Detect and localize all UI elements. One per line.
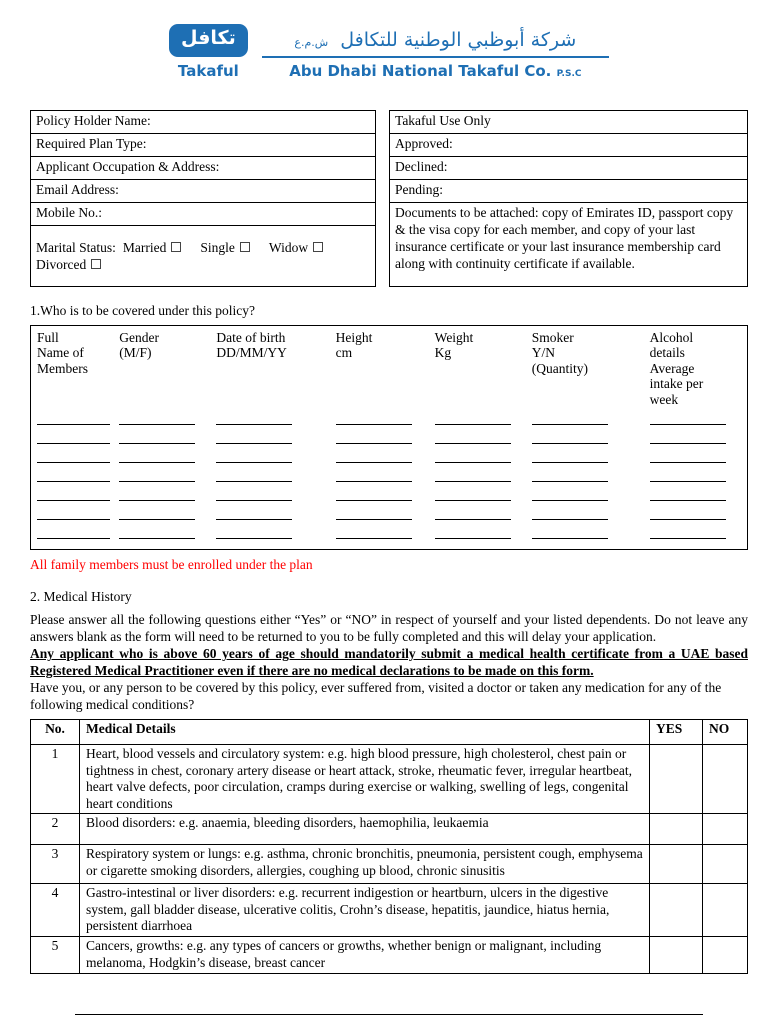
members-table: [30, 325, 748, 551]
marital-option-married: Married: [123, 240, 181, 255]
member-entry-cell: [336, 523, 430, 540]
member-entry-cell: [119, 466, 211, 483]
member-entry-cell: [216, 485, 330, 502]
col-height: Height cm: [335, 329, 373, 361]
no-answer-cell[interactable]: [703, 814, 748, 845]
email-address-row: [31, 179, 376, 202]
policy-holder-name-row: [31, 110, 376, 133]
company-name-english: [262, 62, 609, 80]
member-blank-row: [37, 466, 739, 483]
company-suffix-english: P.S.C: [556, 68, 582, 79]
yes-answer-cell[interactable]: [650, 814, 703, 845]
occupation-address-label: Applicant Occupation & Address:: [31, 156, 376, 179]
member-table-rows: [37, 409, 739, 540]
blank-entry-line: [336, 523, 412, 539]
company-name-arabic-text: شركة أبوظبي الوطنية للتكافل: [340, 29, 577, 52]
medical-details-text: Respiratory system or lungs: e.g. asthma, chronic bronchitis, pneumonia, persistent cough, emphysema or cigarette smoking disorders, allergies, coughing up blood, chronic sinusitis: [80, 845, 650, 884]
blank-entry-line: [216, 428, 292, 444]
declined-row: [390, 156, 748, 179]
blank-entry-line: [336, 447, 412, 463]
medical-history-table: [30, 719, 748, 974]
member-entry-cell: [336, 447, 430, 464]
policy-holder-table: [30, 110, 376, 287]
takaful-logo-english-text: Takaful: [177, 61, 239, 80]
member-entry-cell: [650, 447, 739, 464]
member-entry-cell: [216, 466, 330, 483]
member-entry-cell: [650, 466, 739, 483]
blank-entry-line: [216, 504, 292, 520]
approved-row: [390, 133, 748, 156]
marital-status-label: Marital Status:: [36, 239, 116, 255]
member-entry-cell: [37, 523, 114, 540]
member-table-header: [37, 330, 739, 408]
header-medical-details: Medical Details: [80, 720, 650, 745]
member-entry-cell: [435, 409, 527, 426]
blank-entry-line: [532, 428, 608, 444]
blank-entry-line: [650, 409, 726, 425]
blank-entry-line: [37, 485, 110, 501]
member-entry-cell: [119, 523, 211, 540]
member-entry-cell: [119, 409, 211, 426]
marital-status-row: [31, 225, 376, 286]
member-entry-cell: [336, 428, 430, 445]
blank-entry-line: [435, 485, 511, 501]
blank-entry-line: [435, 466, 511, 482]
company-name-english-text: Abu Dhabi National Takaful Co.: [289, 61, 552, 80]
blank-entry-line: [650, 485, 726, 501]
blank-entry-line: [37, 523, 110, 539]
member-entry-cell: [532, 485, 645, 502]
pending-row: [390, 179, 748, 202]
mobile-no-row: [31, 202, 376, 225]
blank-entry-line: [216, 466, 292, 482]
member-entry-cell: [37, 409, 114, 426]
blank-entry-line: [119, 523, 195, 539]
blank-entry-line: [37, 466, 110, 482]
email-address-label: Email Address:: [31, 179, 376, 202]
marital-option-widow: Widow: [269, 240, 323, 255]
member-entry-cell: [532, 504, 645, 521]
logo-column: [169, 24, 248, 80]
member-entry-cell: [216, 504, 330, 521]
col-gender: Gender (M/F): [119, 329, 159, 361]
blank-entry-line: [435, 409, 511, 425]
yes-answer-cell[interactable]: [650, 845, 703, 884]
member-entry-cell: [532, 466, 645, 483]
required-plan-type-label: Required Plan Type:: [31, 133, 376, 156]
header-yes: YES: [650, 720, 703, 745]
member-blank-row: [37, 428, 739, 445]
medical-details-text: Blood disorders: e.g. anaemia, bleeding disorders, haemophilia, leukaemia: [80, 814, 650, 845]
col-smoker: Smoker Y/N (Quantity): [531, 329, 588, 376]
blank-entry-line: [435, 428, 511, 444]
documents-note-row: [390, 202, 748, 286]
blank-entry-line: [650, 523, 726, 539]
blank-entry-line: [119, 504, 195, 520]
blank-entry-line: [435, 504, 511, 520]
member-entry-cell: [650, 504, 739, 521]
row-number: 4: [31, 884, 80, 937]
member-entry-cell: [216, 409, 330, 426]
blank-entry-line: [37, 447, 110, 463]
medical-row-respiratory: [31, 845, 748, 884]
member-entry-cell: [216, 523, 330, 540]
member-entry-cell: [336, 409, 430, 426]
footer-rule: [75, 1014, 703, 1015]
marital-option-divorced: Divorced: [36, 256, 370, 273]
approved-label: Approved:: [390, 133, 748, 156]
no-answer-cell[interactable]: [703, 745, 748, 814]
yes-answer-cell[interactable]: [650, 884, 703, 937]
medical-details-text: Gastro-intestinal or liver disorders: e.g. recurrent indigestion or heartburn, ulcers in the digestive system, gall bladder disease, ulcerative colitis, Crohn’s disease, hepatitis, jaundice, hiatus hernia, persistent diarrhoea: [80, 884, 650, 937]
member-entry-cell: [532, 447, 645, 464]
member-entry-cell: [216, 428, 330, 445]
member-blank-row: [37, 504, 739, 521]
divorced-checkbox[interactable]: [91, 259, 101, 269]
widow-checkbox[interactable]: [313, 242, 323, 252]
married-checkbox[interactable]: [171, 242, 181, 252]
mobile-no-label: Mobile No.:: [31, 202, 376, 225]
medical-row-gastro-intestinal: [31, 884, 748, 937]
member-entry-cell: [119, 447, 211, 464]
blank-entry-line: [37, 504, 110, 520]
blank-entry-line: [336, 409, 412, 425]
col-full-name-of-members: Full Name of Members: [37, 329, 88, 376]
member-entry-cell: [532, 428, 645, 445]
member-entry-cell: [336, 504, 430, 521]
blank-entry-line: [435, 447, 511, 463]
blank-entry-line: [650, 447, 726, 463]
section2-title: 2. Medical History: [30, 589, 132, 605]
policy-holder-name-label: Policy Holder Name:: [31, 110, 376, 133]
col-weight: Weight Kg: [434, 329, 474, 361]
no-answer-cell[interactable]: [703, 845, 748, 884]
blank-entry-line: [37, 428, 110, 444]
member-entry-cell: [650, 485, 739, 502]
takaful-logo-arabic-text: تكافل: [181, 27, 236, 49]
section1-title: 1.Who is to be covered under this policy?: [30, 302, 255, 318]
company-name-column: [262, 24, 609, 80]
col-date-of-birth: Date of birth DD/MM/YY: [216, 329, 287, 361]
marital-option-single: Single: [200, 240, 250, 255]
no-answer-cell[interactable]: [703, 937, 748, 974]
marital-status-cell: [31, 225, 376, 286]
header-no: No.: [31, 720, 80, 745]
declined-label: Declined:: [390, 156, 748, 179]
header-no-answer: NO: [703, 720, 748, 745]
member-entry-cell: [119, 428, 211, 445]
blank-entry-line: [216, 447, 292, 463]
medical-row-cancers: [31, 937, 748, 974]
blank-entry-line: [37, 409, 110, 425]
member-entry-cell: [435, 504, 527, 521]
enrollment-note: All family members must be enrolled under the plan: [30, 557, 313, 573]
blank-entry-line: [119, 428, 195, 444]
member-entry-cell: [650, 523, 739, 540]
required-plan-type-row: [31, 133, 376, 156]
row-number: 1: [31, 745, 80, 814]
member-blank-row: [37, 485, 739, 502]
blank-entry-line: [119, 447, 195, 463]
blank-entry-line: [216, 485, 292, 501]
blank-entry-line: [336, 485, 412, 501]
member-entry-cell: [119, 485, 211, 502]
blank-entry-line: [650, 466, 726, 482]
brand-divider-line: [262, 56, 609, 58]
blank-entry-line: [532, 523, 608, 539]
yes-answer-cell[interactable]: [650, 937, 703, 974]
member-entry-cell: [435, 466, 527, 483]
blank-entry-line: [650, 504, 726, 520]
member-blank-row: [37, 409, 739, 426]
member-entry-cell: [650, 409, 739, 426]
member-entry-cell: [336, 485, 430, 502]
documents-note-text: Documents to be attached: copy of Emirates ID, passport copy & the visa copy for each member, and copy of your last insurance certificate or your last insurance membership card along with continuity certificate if available.: [390, 202, 748, 286]
medical-table-header-row: [31, 720, 748, 745]
takaful-use-only-label: Takaful Use Only: [390, 110, 748, 133]
yes-answer-cell[interactable]: [650, 745, 703, 814]
takaful-use-only-table: [389, 110, 748, 287]
member-entry-cell: [532, 409, 645, 426]
blank-entry-line: [532, 466, 608, 482]
blank-entry-line: [119, 409, 195, 425]
member-entry-cell: [37, 447, 114, 464]
member-entry-cell: [119, 504, 211, 521]
company-header: [169, 24, 609, 80]
member-entry-cell: [435, 523, 527, 540]
member-entry-cell: [435, 485, 527, 502]
medical-conditions-question: Have you, or any person to be covered by this policy, ever suffered from, visited a doctor or taken any medication for any of the following medical conditions?: [30, 680, 722, 713]
blank-entry-line: [216, 523, 292, 539]
single-checkbox[interactable]: [240, 242, 250, 252]
medical-row-blood-disorders: [31, 814, 748, 845]
medical-row-heart: [31, 745, 748, 814]
blank-entry-line: [119, 485, 195, 501]
medical-history-intro: Please answer all the following questions either “Yes” or “NO” in respect of yourself and your listed dependents. Do not leave any answers blank as the form will need to be returned to you to be fully completed and this will delay your application.: [30, 612, 748, 645]
blank-entry-line: [336, 466, 412, 482]
blank-entry-line: [532, 485, 608, 501]
member-blank-row: [37, 523, 739, 540]
row-number: 3: [31, 845, 80, 884]
blank-entry-line: [650, 428, 726, 444]
blank-entry-line: [532, 447, 608, 463]
blank-entry-line: [336, 504, 412, 520]
member-entry-cell: [37, 428, 114, 445]
company-name-arabic: [262, 28, 609, 53]
takaful-use-only-row: [390, 110, 748, 133]
col-alcohol-details: Alcohol details Average intake per week: [649, 329, 704, 407]
row-number: 5: [31, 937, 80, 974]
no-answer-cell[interactable]: [703, 884, 748, 937]
company-suffix-arabic: ش.م.ع: [294, 36, 329, 50]
blank-entry-line: [532, 504, 608, 520]
medical-details-text: Cancers, growths: e.g. any types of cancers or growths, whether benign or malignant, including melanoma, Hodgkin’s disease, breast cancer: [80, 937, 650, 974]
member-entry-cell: [37, 504, 114, 521]
member-entry-cell: [435, 428, 527, 445]
blank-entry-line: [532, 409, 608, 425]
member-entry-cell: [435, 447, 527, 464]
member-entry-cell: [650, 428, 739, 445]
member-entry-cell: [216, 447, 330, 464]
pending-label: Pending:: [390, 179, 748, 202]
member-blank-row: [37, 447, 739, 464]
over-60-warning: Any applicant who is above 60 years of age should mandatorily submit a medical health certificate from a UAE based Registered Medical Practitioner even if there are no medical declarations to be made on this form.: [30, 646, 748, 679]
occupation-address-row: [31, 156, 376, 179]
member-entry-cell: [37, 485, 114, 502]
medical-details-text: Heart, blood vessels and circulatory system: e.g. high blood pressure, high cholesterol, chest pain or tightness in chest, coronary artery disease or heart attack, stroke, rheumatic fever, irregular heartbeat, heart valve defects, poor circulation, cramps during exercise or walking, swelling of legs, congenital heart conditions: [80, 745, 650, 814]
blank-entry-line: [119, 466, 195, 482]
row-number: 2: [31, 814, 80, 845]
blank-entry-line: [435, 523, 511, 539]
member-entry-cell: [532, 523, 645, 540]
member-entry-cell: [336, 466, 430, 483]
member-entry-cell: [37, 466, 114, 483]
blank-entry-line: [216, 409, 292, 425]
top-info-tables: [30, 110, 748, 287]
takaful-logo: [169, 24, 248, 57]
blank-entry-line: [336, 428, 412, 444]
